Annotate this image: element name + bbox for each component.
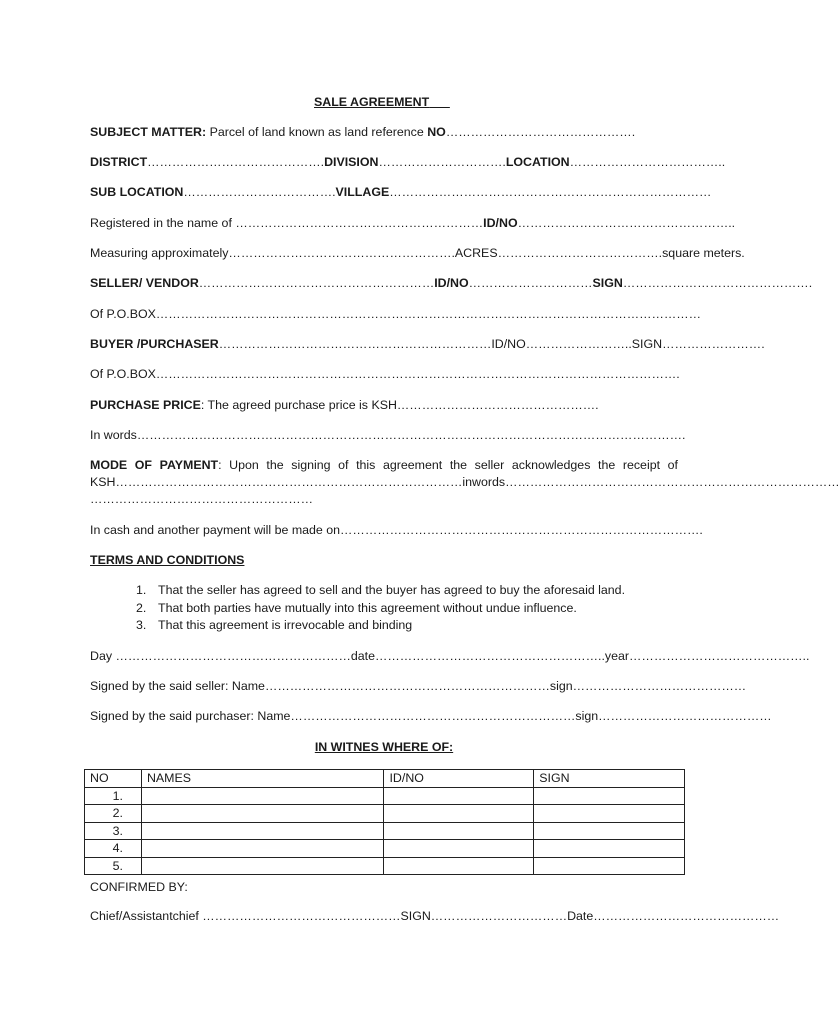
- terms-item: 2. That both parties have mutually into this agreement without undue influence.: [136, 600, 577, 615]
- buyer-line: [90, 336, 765, 352]
- seller-label: SELLER/ VENDOR: [90, 276, 199, 290]
- purchase-price-field[interactable]: : The agreed purchase price is KSH………………………………………….: [200, 398, 599, 412]
- name-cell[interactable]: [141, 840, 384, 858]
- sign-cell[interactable]: [534, 840, 685, 858]
- row-number: 1.: [85, 787, 142, 805]
- id-cell[interactable]: [384, 857, 534, 875]
- row-number: 5.: [85, 857, 142, 875]
- seller-pobox-line[interactable]: Of P.O.BOX……………………………………………………………………………………………………………………: [90, 307, 702, 321]
- sign-cell[interactable]: [534, 805, 685, 823]
- district-line: [90, 154, 725, 170]
- table-row: [85, 805, 685, 823]
- name-cell[interactable]: [141, 805, 384, 823]
- sub-location-label: SUB LOCATION: [90, 185, 184, 199]
- signed-seller-line[interactable]: Signed by the said seller: Name……………………………………………………………sign……………………………………: [90, 679, 747, 693]
- cash-line[interactable]: In cash and another payment will be made on…………………………………………………………………………….: [90, 523, 703, 537]
- row-number: 3.: [85, 822, 142, 840]
- village-label: VILLAGE: [335, 185, 390, 199]
- date-line[interactable]: Day …………………………………………………date………………………………………………..year……………………………………..: [90, 649, 810, 663]
- division-field[interactable]: ………………………….: [378, 155, 506, 169]
- witness-header-row: [85, 770, 685, 788]
- subject-matter-line: [90, 124, 635, 140]
- seller-line: [90, 275, 812, 291]
- name-cell[interactable]: [141, 822, 384, 840]
- subject-no-field[interactable]: ……………………………………….: [445, 125, 636, 139]
- table-row: [85, 857, 685, 875]
- registered-line: [90, 215, 735, 231]
- in-words-line[interactable]: In words…………………………………………………………………………………………………………………….: [90, 428, 686, 442]
- sign-cell[interactable]: [534, 857, 685, 875]
- table-row: [85, 840, 685, 858]
- registered-id-label: ID/NO: [483, 216, 518, 230]
- witness-heading: IN WITNES WHERE OF:: [314, 740, 454, 754]
- name-cell[interactable]: [141, 787, 384, 805]
- table-row: [85, 822, 685, 840]
- payment-line-3[interactable]: ………………………………………………: [90, 492, 314, 506]
- seller-sign-label: SIGN: [592, 276, 623, 290]
- confirmed-by-label: CONFIRMED BY:: [90, 880, 188, 894]
- sub-location-field[interactable]: ……………………………….: [183, 185, 336, 199]
- district-field[interactable]: …………………………………….: [147, 155, 325, 169]
- buyer-pobox-line[interactable]: Of P.O.BOX……………………………………………………………………………………………………………….: [90, 367, 680, 381]
- column-header-id: ID/NO: [384, 770, 534, 788]
- seller-id-label: ID/NO: [434, 276, 469, 290]
- terms-item: 3. That this agreement is irrevocable and binding: [136, 618, 413, 632]
- payment-line-2[interactable]: KSH…………………………………………………………………………inwords………………………………………………………………………: [90, 475, 840, 489]
- registered-text[interactable]: Registered in the name of ……………………………………………………: [90, 216, 484, 230]
- terms-list: [136, 582, 625, 635]
- sign-cell[interactable]: [534, 787, 685, 805]
- document-title: SALE AGREEMENT: [314, 95, 430, 109]
- subject-no-label: NO: [427, 125, 446, 139]
- measuring-line[interactable]: Measuring approximately……………………………………………….ACRES………………………………….square meters.: [90, 246, 745, 260]
- village-field[interactable]: ……………………………………………………………………: [389, 185, 712, 199]
- registered-id-field[interactable]: ……………………………………………..: [517, 216, 736, 230]
- location-label: LOCATION: [505, 155, 570, 169]
- purchase-price-label: PURCHASE PRICE: [90, 398, 201, 412]
- signed-purchaser-line[interactable]: Signed by the said purchaser: Name……………………………………………………………sign……………………………………: [90, 709, 772, 723]
- chief-line[interactable]: Chief/Assistantchief …………………………………………SIGN……………………………Date………………………………………: [90, 909, 780, 923]
- payment-text: : Upon the signing of this agreement the seller acknowledges the receipt of: [218, 458, 678, 472]
- column-header-names: NAMES: [141, 770, 384, 788]
- subject-label: SUBJECT MATTER:: [90, 125, 207, 139]
- location-field[interactable]: ………………………………..: [569, 155, 726, 169]
- witness-table: [84, 769, 685, 875]
- seller-sign-field[interactable]: ……………………………………….: [622, 276, 813, 290]
- seller-name-field[interactable]: …………………………………………………: [198, 276, 435, 290]
- column-header-sign: SIGN: [534, 770, 685, 788]
- division-label: DIVISION: [324, 155, 379, 169]
- payment-line-1: [90, 457, 678, 474]
- sub-location-line: [90, 184, 711, 200]
- table-row: [85, 787, 685, 805]
- sign-cell[interactable]: [534, 822, 685, 840]
- purchase-price-line: [90, 397, 599, 413]
- id-cell[interactable]: [384, 805, 534, 823]
- buyer-label: BUYER /PURCHASER: [90, 337, 219, 351]
- payment-label: MODE OF PAYMENT: [90, 458, 219, 472]
- terms-item: 1. That the seller has agreed to sell and the buyer has agreed to buy the aforesaid land.: [136, 583, 626, 597]
- id-cell[interactable]: [384, 787, 534, 805]
- id-cell[interactable]: [384, 840, 534, 858]
- terms-heading: TERMS AND CONDITIONS: [90, 553, 245, 567]
- column-header-no: NO: [85, 770, 142, 788]
- row-number: 4.: [85, 840, 142, 858]
- name-cell[interactable]: [141, 857, 384, 875]
- row-number: 2.: [85, 805, 142, 823]
- district-label: DISTRICT: [90, 155, 148, 169]
- id-cell[interactable]: [384, 822, 534, 840]
- subject-text: Parcel of land known as land reference: [209, 125, 424, 139]
- buyer-fields[interactable]: …………………………………………………………ID/NO……………………..SIGN…………………….: [218, 337, 765, 351]
- seller-id-field[interactable]: …………………………: [468, 276, 593, 290]
